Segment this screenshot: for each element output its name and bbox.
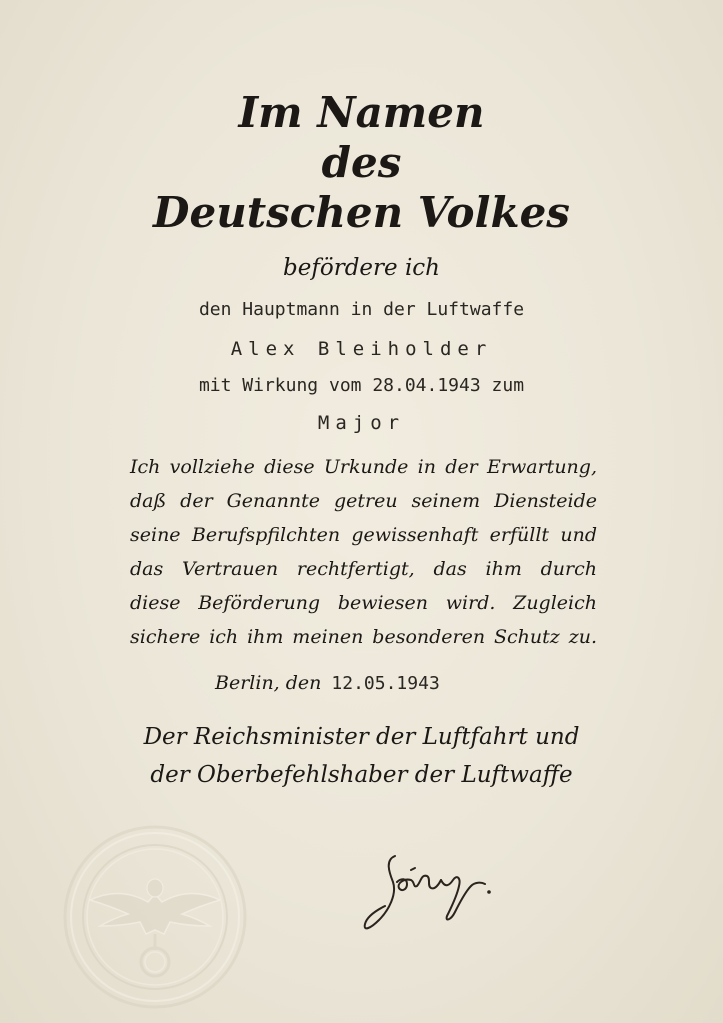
body-line: sichere ich ihm meinen besonderen Schutz zu.	[130, 626, 597, 648]
body-line: Ich vollziehe diese Urkunde in der Erwartung,	[130, 456, 597, 478]
body-line: seine Berufspfilchten gewissenhaft erfüllt und	[130, 524, 597, 546]
place-and-date	[215, 672, 440, 694]
body-line: das Vertrauen rechtfertigt, das ihm durch	[130, 558, 597, 580]
heading-line-2: des	[321, 138, 402, 187]
intro-phrase: befördere ich	[283, 255, 440, 281]
body-text	[130, 450, 597, 654]
body-line: daß der Genannte getreu seinem Diensteide	[130, 490, 597, 512]
handwritten-signature	[355, 848, 505, 938]
place-label: Berlin, den	[215, 672, 322, 694]
current-rank-line: den Hauptmann in der Luftwaffe	[198, 299, 525, 320]
signatory-title-line-2: der Oberbefehlshaber der Luftwaffe	[150, 762, 573, 788]
recipient-name: Alex Bleiholder	[230, 338, 493, 360]
signatory-title-line-1: Der Reichsminister der Luftfahrt und	[143, 724, 580, 750]
new-rank: Major	[317, 412, 406, 434]
body-line: diese Beförderung bewiesen wird. Zugleich	[130, 592, 597, 614]
issue-date: 12.05.1943	[331, 673, 440, 694]
heading-line-3: Deutschen Volkes	[153, 188, 570, 237]
heading-line-1: Im Namen	[238, 88, 485, 137]
eagle-embossed-seal-icon	[60, 822, 250, 1012]
effective-date-line: mit Wirkung vom 28.04.1943 zum	[198, 375, 525, 396]
